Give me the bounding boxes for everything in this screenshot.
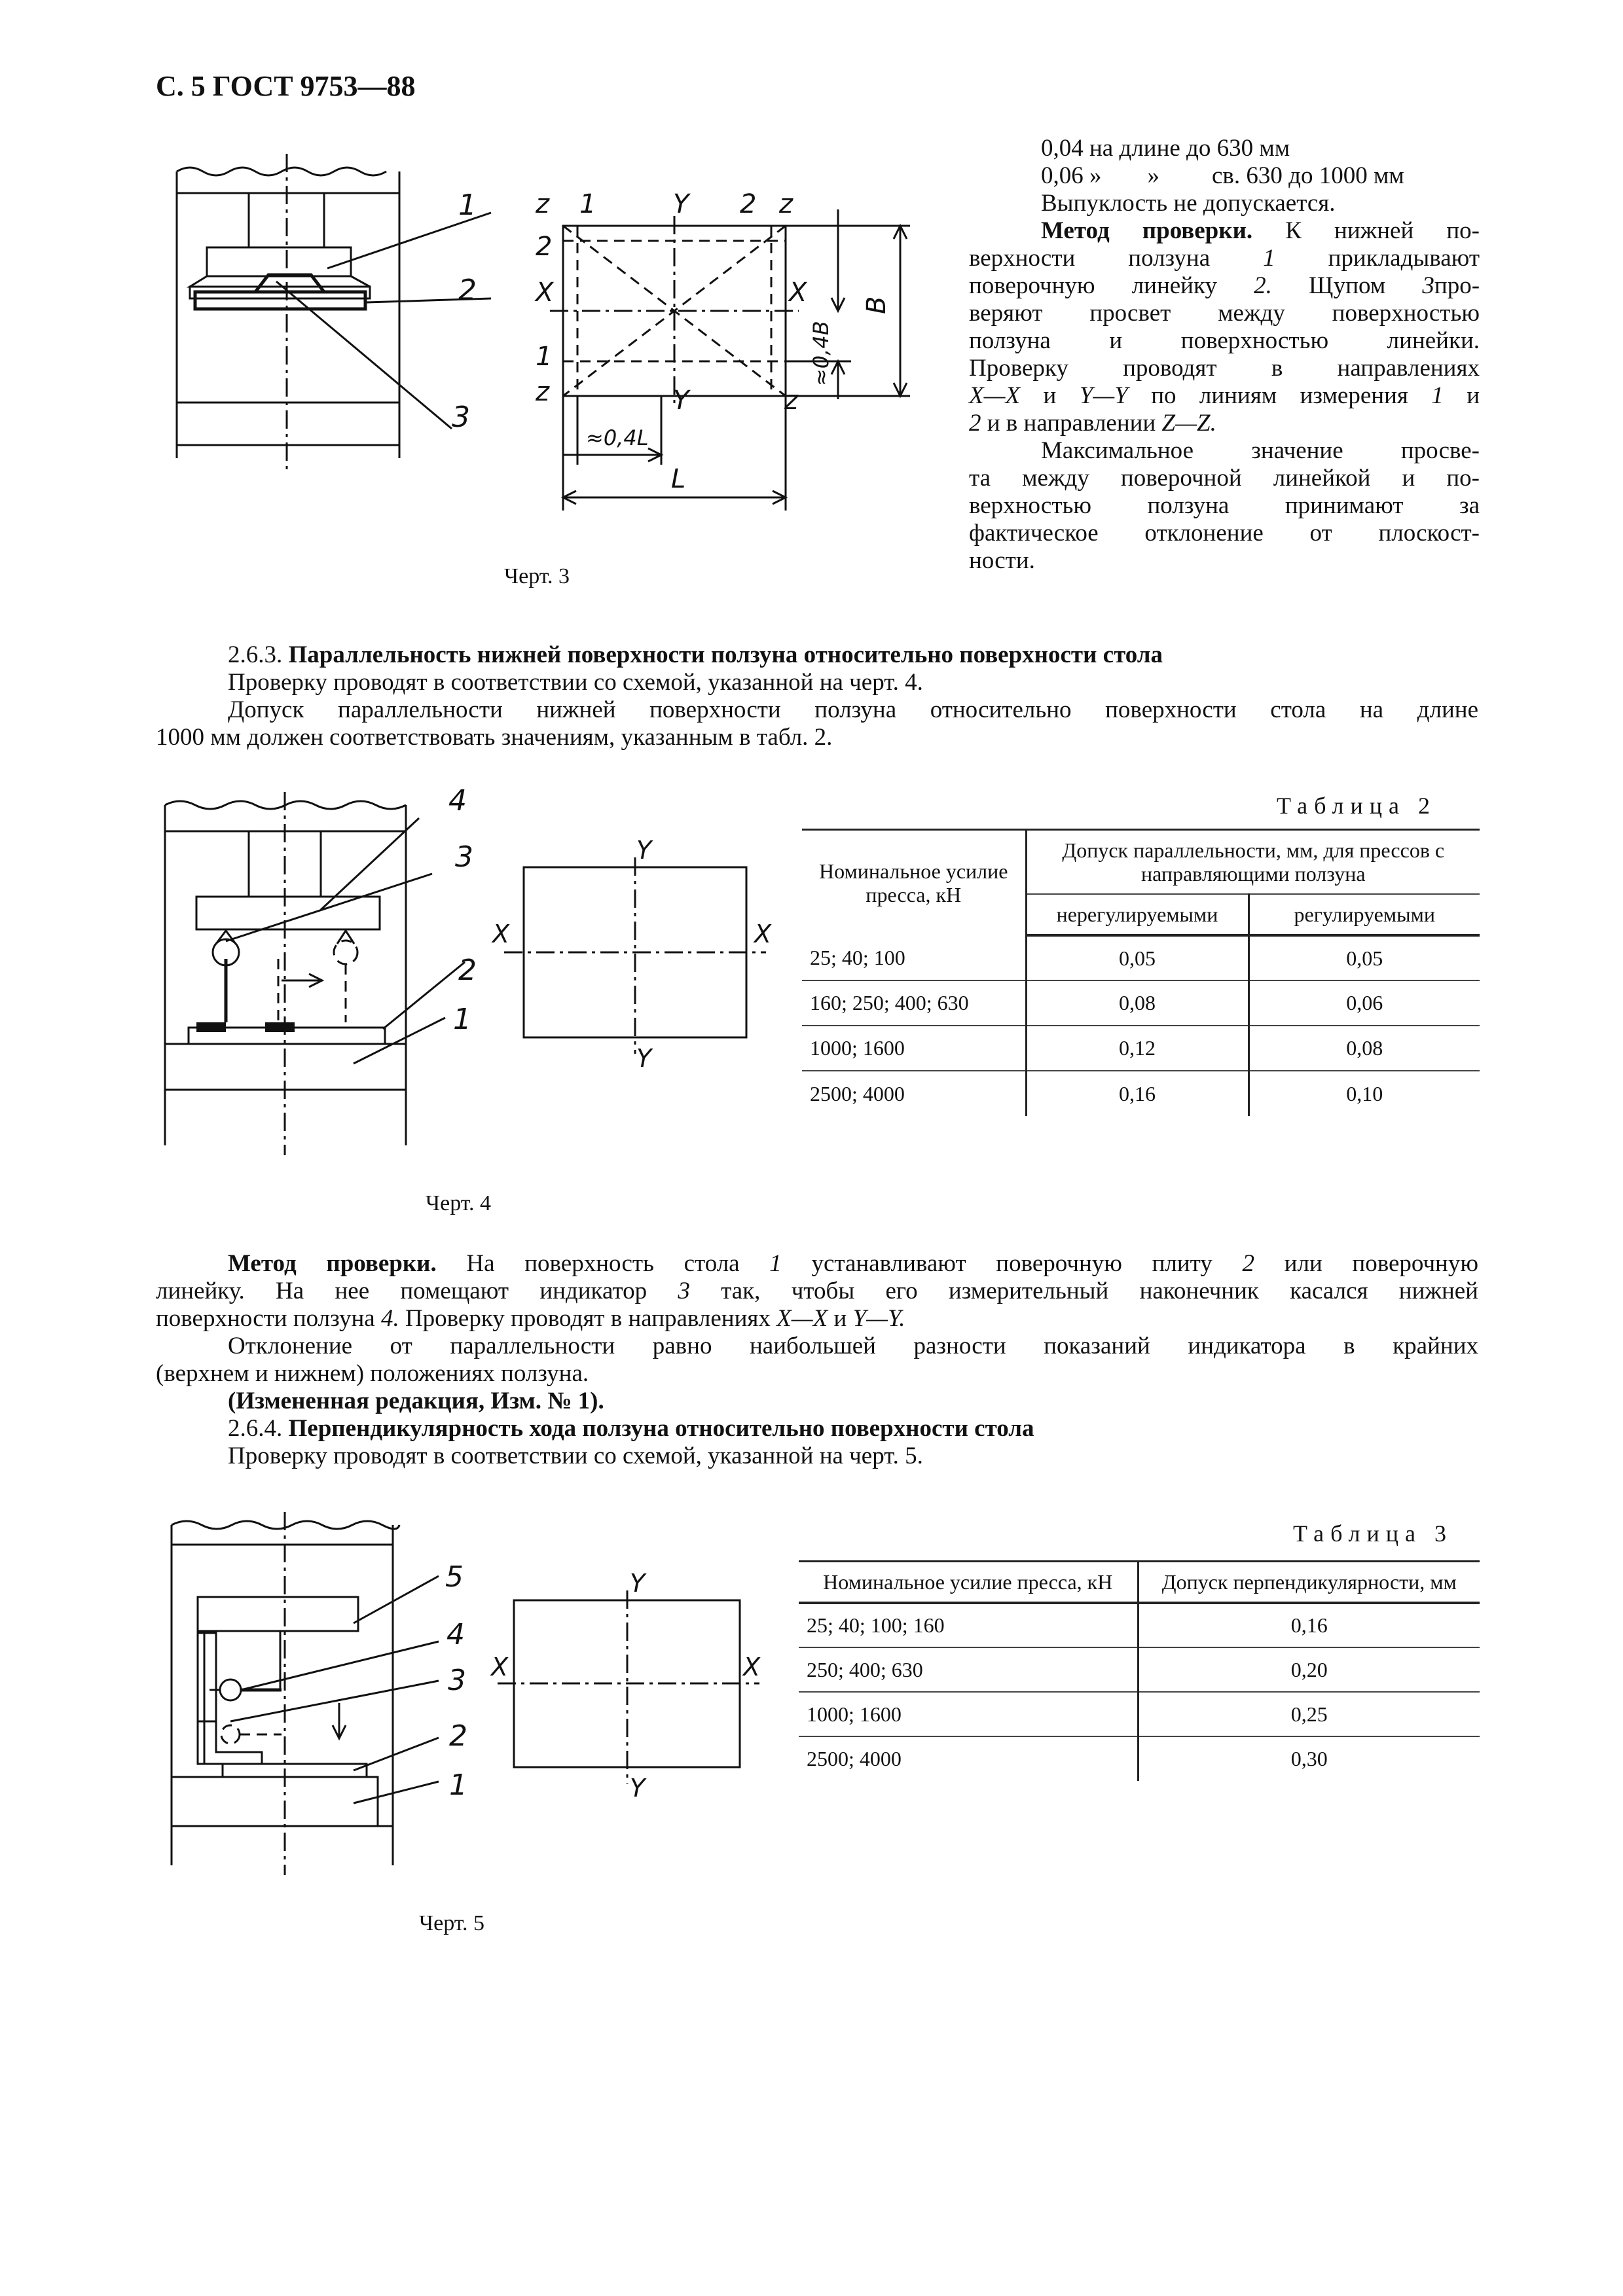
table2-header-unregulated: нерегулируемыми bbox=[1026, 894, 1249, 935]
table2-header-force: Номинальное усилие пресса, кН bbox=[802, 830, 1026, 936]
rc-line9: Проверку проводят в направлениях bbox=[969, 355, 1480, 382]
method-2-text bbox=[156, 1250, 1478, 1415]
fig3-plan-y-bottom: Y bbox=[673, 386, 689, 416]
table3-header-tolerance: Допуск перпендикулярности, мм bbox=[1138, 1562, 1480, 1604]
fig5-label-3 bbox=[448, 1662, 474, 1698]
rc-line16: ности. bbox=[969, 547, 1035, 574]
rc-l6n2: 3 bbox=[1422, 272, 1434, 299]
m2-line3 bbox=[156, 1305, 1478, 1333]
fig5-label-5 bbox=[445, 1559, 471, 1595]
figure-4-plan-view bbox=[484, 838, 786, 1086]
fig4-label-4-text: 4 bbox=[448, 784, 467, 817]
table-row bbox=[799, 1736, 1480, 1781]
fig5-plan-x-left: X bbox=[491, 1653, 509, 1681]
fig4-label-3-text: 3 bbox=[455, 840, 473, 874]
rc-line2a: 0,06 » bbox=[1041, 162, 1102, 189]
fig4-caption: Черт. 4 bbox=[426, 1191, 492, 1215]
fig3-label-2 bbox=[458, 272, 484, 308]
rc-l11n: 2 bbox=[969, 410, 981, 437]
fig4-label-3 bbox=[455, 839, 481, 875]
fig3-plan-z-bottom-right: z bbox=[784, 386, 798, 416]
table3-caption: Таблица 3 bbox=[1293, 1520, 1453, 1547]
m2-l1n2: 2 bbox=[1242, 1250, 1254, 1277]
rc-line2b: » bbox=[1147, 162, 1159, 189]
fig4-plan-y-bottom: Y bbox=[636, 1044, 652, 1073]
rc-line2 bbox=[969, 162, 1480, 190]
table2-cell: 0,06 bbox=[1249, 980, 1480, 1026]
section-2-6-3 bbox=[156, 641, 1478, 751]
rc-line7: веряют просвет между поверхностью bbox=[969, 300, 1480, 327]
m2-l1b: устанавливают поверочную плиту bbox=[781, 1250, 1243, 1277]
m2-line2 bbox=[156, 1278, 1478, 1305]
table-2 bbox=[802, 829, 1480, 1116]
table2-cell: 0,08 bbox=[1249, 1026, 1480, 1071]
fig3-plan-04l: ≈0,4L bbox=[586, 425, 649, 450]
table-row bbox=[799, 1647, 1480, 1692]
rc-line10 bbox=[969, 382, 1480, 410]
m2-l3a: поверхности ползуна bbox=[156, 1305, 381, 1332]
fig5-label-1 bbox=[449, 1767, 475, 1803]
fig3-label-3-text: 3 bbox=[452, 401, 470, 434]
rc-line2c: св. 630 до 1000 мм bbox=[1212, 162, 1404, 189]
fig5-label-5-text: 5 bbox=[445, 1560, 464, 1594]
rc-l6c: про- bbox=[1434, 272, 1480, 299]
s263-heading bbox=[156, 641, 1478, 669]
fig4-label-2-text: 2 bbox=[458, 954, 477, 987]
table2-header-tolerance: Допуск параллельности, мм, для прессов с направляющими ползуна bbox=[1026, 830, 1480, 895]
fig3-plan-l: L bbox=[671, 464, 686, 494]
rc-l6a: поверочную линейку bbox=[969, 272, 1217, 299]
fig3-plan-1-top: 1 bbox=[579, 189, 596, 219]
table2-cell: 160; 250; 400; 630 bbox=[802, 980, 1026, 1026]
table2-cell: 0,08 bbox=[1026, 980, 1249, 1026]
fig3-plan-x-right: X bbox=[789, 278, 807, 308]
m2-l2b: так, чтобы его измерительный наконечник касался нижней bbox=[689, 1278, 1478, 1304]
fig4-label-1 bbox=[453, 1001, 479, 1037]
s263-p1: Проверку проводят в соответствии со схемой, указанной на черт. 4. bbox=[228, 669, 923, 696]
s264-num: 2.6.4. bbox=[228, 1415, 283, 1442]
fig3-caption: Черт. 3 bbox=[504, 564, 570, 588]
table-row bbox=[802, 1026, 1480, 1071]
m2-l3b: Проверку проводят в направлениях bbox=[399, 1305, 777, 1332]
rc-l10n: 1 bbox=[1431, 382, 1444, 409]
m2-edited: (Измененная редакция, Изм. № 1). bbox=[228, 1388, 604, 1414]
fig5-label-2 bbox=[449, 1718, 475, 1754]
rc-l10b: и bbox=[1043, 382, 1057, 409]
rc-line4 bbox=[969, 217, 1480, 245]
right-column-text bbox=[969, 135, 1480, 575]
fig5-label-3-text: 3 bbox=[448, 1664, 466, 1697]
rc-l10d: по линиям измерения bbox=[1151, 382, 1408, 409]
fig4-label-2 bbox=[458, 952, 484, 988]
fig3-plan-z-bottom-left: z bbox=[536, 377, 549, 407]
rc-l10c: Y—Y bbox=[1079, 382, 1128, 409]
figure-3-plan-view bbox=[524, 190, 930, 530]
table-row bbox=[802, 980, 1480, 1026]
s264-p1: Проверку проводят в соответствии со схемой, указанной на черт. 5. bbox=[228, 1443, 923, 1469]
fig5-caption: Черт. 5 bbox=[419, 1911, 485, 1935]
table3-cell: 0,20 bbox=[1138, 1647, 1480, 1692]
rc-line13: та между поверочной линейкой и по- bbox=[969, 465, 1480, 492]
m2-bold: Метод проверки. bbox=[228, 1250, 437, 1277]
fig3-plan-x-left: X bbox=[536, 278, 554, 308]
m2-l3c: X—X bbox=[776, 1305, 828, 1332]
figure-3-side-view bbox=[151, 144, 478, 484]
table-row bbox=[799, 1603, 1480, 1647]
m2-l3n: 4. bbox=[380, 1305, 399, 1332]
figure-5-plan-view bbox=[478, 1571, 779, 1820]
rc-l5n: 1 bbox=[1263, 245, 1275, 272]
rc-line14: верхностью ползуна принимают за bbox=[969, 492, 1480, 519]
rc-l6b: Щупом bbox=[1308, 272, 1386, 299]
m2-p2a: Отклонение от параллельности равно наибольшей разности показаний индикатора в крайних bbox=[228, 1333, 1478, 1359]
s263-num: 2.6.3. bbox=[228, 641, 283, 668]
rc-l10e: и bbox=[1467, 382, 1480, 409]
fig5-label-2-text: 2 bbox=[449, 1719, 467, 1753]
table3-cell: 250; 400; 630 bbox=[799, 1647, 1138, 1692]
rc-l11b: Z—Z. bbox=[1161, 410, 1216, 437]
table3-cell: 1000; 1600 bbox=[799, 1692, 1138, 1736]
fig4-label-4 bbox=[448, 783, 475, 819]
fig5-label-1-text: 1 bbox=[449, 1768, 467, 1802]
fig4-plan-x-right: X bbox=[754, 920, 772, 948]
table2-cell: 0,12 bbox=[1026, 1026, 1249, 1071]
rc-line1: 0,04 на длине до 630 мм bbox=[1041, 135, 1290, 162]
table2-cell: 0,16 bbox=[1026, 1071, 1249, 1116]
fig3-plan-z-top-left: z bbox=[536, 189, 549, 219]
s263-p2b: 1000 мм должен соответствовать значениям, указанным в табл. 2. bbox=[156, 724, 833, 751]
table-row bbox=[799, 1692, 1480, 1736]
table3-header-force: Номинальное усилие пресса, кН bbox=[799, 1562, 1138, 1604]
fig3-label-1 bbox=[458, 187, 484, 223]
table3-cell: 0,16 bbox=[1138, 1603, 1480, 1647]
rc-line8: ползуна и поверхностью линейки. bbox=[969, 327, 1480, 354]
table2-cell: 25; 40; 100 bbox=[802, 935, 1026, 980]
fig3-label-2-text: 2 bbox=[458, 274, 477, 307]
table-row bbox=[802, 1071, 1480, 1116]
figure-5-leaders bbox=[157, 1512, 484, 1878]
table3-cell: 0,25 bbox=[1138, 1692, 1480, 1736]
fig5-label-4 bbox=[447, 1617, 473, 1653]
fig4-plan-y-top: Y bbox=[636, 836, 652, 865]
table-row bbox=[802, 935, 1480, 980]
fig3-label-1-text: 1 bbox=[458, 188, 477, 222]
rc-line15: фактическое отклонение от плоскост- bbox=[969, 520, 1480, 547]
rc-method-rest: К нижней по- bbox=[1252, 217, 1480, 244]
table2-cell: 0,05 bbox=[1249, 935, 1480, 980]
m2-p2b: (верхнем и нижнем) положениях ползуна. bbox=[156, 1360, 589, 1387]
fig5-plan-x-right: X bbox=[743, 1653, 761, 1681]
fig3-plan-z-top-right: z bbox=[779, 189, 793, 219]
m2-l1n1: 1 bbox=[769, 1250, 782, 1277]
figure-4-side-view bbox=[157, 792, 484, 1158]
fig3-plan-1-left: 1 bbox=[536, 342, 553, 372]
fig4-foot-right bbox=[265, 1022, 295, 1032]
table2-cell: 0,10 bbox=[1249, 1071, 1480, 1116]
rc-line5 bbox=[969, 245, 1480, 272]
table3-cell: 0,30 bbox=[1138, 1736, 1480, 1781]
m2-l3d: и bbox=[828, 1305, 853, 1332]
rc-method-bold: Метод проверки. bbox=[1041, 217, 1253, 244]
s264-heading bbox=[156, 1415, 1478, 1443]
table2-caption: Таблица 2 bbox=[1277, 793, 1436, 819]
fig4-foot-left bbox=[196, 1022, 226, 1032]
section-2-6-4 bbox=[156, 1415, 1478, 1470]
m2-l2n: 3 bbox=[678, 1278, 690, 1304]
m2-line1 bbox=[156, 1250, 1478, 1278]
m2-l1c: или поверочную bbox=[1254, 1250, 1479, 1277]
fig3-plan-y-top: Y bbox=[673, 189, 689, 219]
table3-cell: 25; 40; 100; 160 bbox=[799, 1603, 1138, 1647]
m2-l1a: На поверхность стола bbox=[436, 1250, 770, 1277]
fig4-label-1-text: 1 bbox=[453, 1003, 471, 1036]
s263-title: Параллельность нижней поверхности ползуна относительно поверхности стола bbox=[288, 641, 1163, 668]
m2-l3e: Y—Y. bbox=[852, 1305, 905, 1332]
s263-p2a: Допуск параллельности нижней поверхности ползуна относительно поверхности стола на длине bbox=[228, 696, 1478, 723]
rc-line6 bbox=[969, 272, 1480, 300]
fig3-plan-2-top: 2 bbox=[740, 189, 757, 219]
fig5-plan-y-bottom: Y bbox=[630, 1774, 646, 1803]
rc-l5b: прикладывают bbox=[1328, 245, 1480, 272]
rc-l11a: и в направлении bbox=[987, 410, 1156, 437]
table-3 bbox=[799, 1560, 1480, 1781]
rc-l10a: X—X bbox=[969, 382, 1021, 409]
fig3-label-3 bbox=[452, 399, 478, 435]
table3-cell: 2500; 4000 bbox=[799, 1736, 1138, 1781]
table2-cell: 2500; 4000 bbox=[802, 1071, 1026, 1116]
table2-cell: 0,05 bbox=[1026, 935, 1249, 980]
table2-header-regulated: регулируемыми bbox=[1249, 894, 1480, 935]
page-title: С. 5 ГОСТ 9753—88 bbox=[156, 70, 416, 102]
rc-line11 bbox=[969, 410, 1480, 437]
table2-cell: 1000; 1600 bbox=[802, 1026, 1026, 1071]
fig3-plan-04b: ≈0,4B bbox=[809, 321, 833, 386]
rc-l6n: 2. bbox=[1254, 272, 1272, 299]
fig5-label-4-text: 4 bbox=[447, 1618, 465, 1651]
rc-l5: верхности ползуна bbox=[969, 245, 1211, 272]
s264-title: Перпендикулярность хода ползуна относительно поверхности стола bbox=[288, 1415, 1034, 1442]
fig4-plan-x-left: X bbox=[492, 920, 510, 948]
fig5-plan-y-top: Y bbox=[630, 1569, 646, 1598]
rc-line3: Выпуклость не допускается. bbox=[1041, 190, 1336, 217]
m2-l2a: линейку. На нее помещают индикатор bbox=[156, 1278, 678, 1304]
rc-line12: Максимальное значение просве- bbox=[1041, 437, 1480, 464]
fig3-plan-b: B bbox=[862, 296, 892, 314]
fig3-plan-2-left: 2 bbox=[536, 232, 553, 262]
